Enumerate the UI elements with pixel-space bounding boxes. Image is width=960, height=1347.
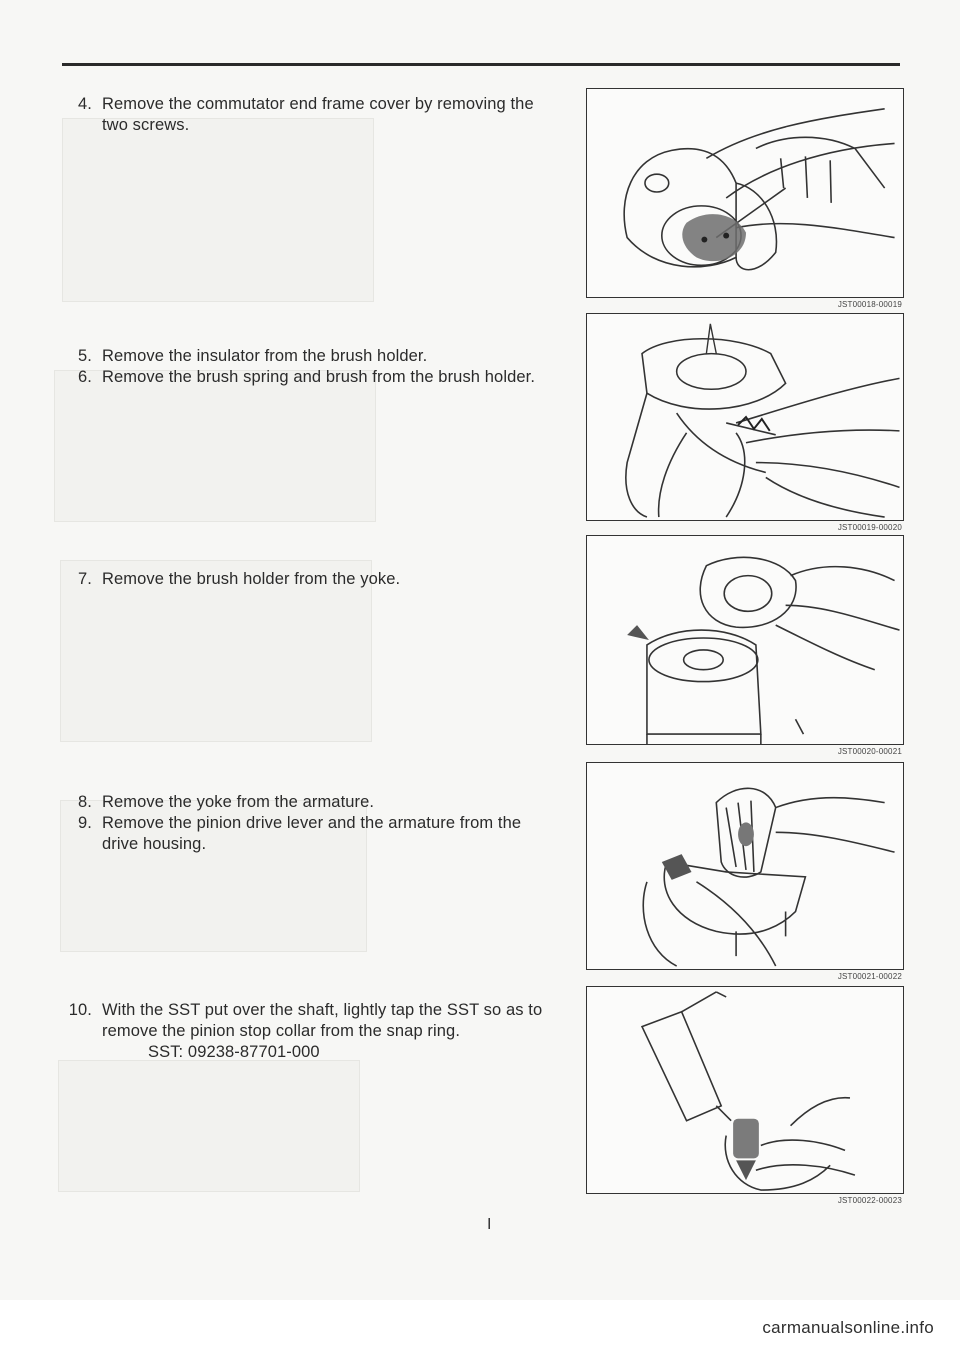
step-number: 4. xyxy=(78,95,92,113)
step-8-9-text xyxy=(60,792,521,855)
bleed-through-figure xyxy=(58,1060,360,1192)
step-line xyxy=(60,94,534,115)
sst-hammer-collar-illustration xyxy=(587,987,903,1193)
step-line xyxy=(60,115,534,136)
figure-3 xyxy=(586,535,904,745)
header-rule xyxy=(62,63,900,66)
step-line xyxy=(60,569,400,590)
step-number: 8. xyxy=(78,793,92,811)
step-7-text xyxy=(60,569,400,590)
step-number: 6. xyxy=(78,368,92,386)
step-instruction: Remove the brush spring and brush from the brush holder. xyxy=(102,368,536,386)
step-line xyxy=(60,346,535,367)
figure-code: JST00021-00022 xyxy=(837,972,902,981)
step-instruction: Remove the commutator end frame cover by removing the xyxy=(102,95,534,113)
step-4-text xyxy=(60,94,534,136)
step-5-6-text xyxy=(60,346,535,388)
figure-2 xyxy=(586,313,904,521)
brush-holder-spring-illustration xyxy=(587,314,903,520)
figure-4 xyxy=(586,762,904,970)
step-instruction: Remove the yoke from the armature. xyxy=(102,793,375,811)
step-instruction: Remove the pinion drive lever and the armature from the xyxy=(102,814,522,832)
step-instruction: two screws. xyxy=(102,116,190,134)
step-line xyxy=(60,1000,542,1021)
figure-code: JST00020-00021 xyxy=(837,747,902,756)
bleed-through-figure xyxy=(54,370,376,522)
page-number: I xyxy=(487,1216,492,1233)
figure-code: JST00018-00019 xyxy=(837,300,902,309)
step-number: 5. xyxy=(78,347,92,365)
step-instruction: Remove the insulator from the brush holder. xyxy=(102,347,428,365)
step-instruction: Remove the brush holder from the yoke. xyxy=(102,570,401,588)
sst-tool-number: SST: 09238-87701-000 xyxy=(148,1043,320,1061)
step-line xyxy=(60,1021,542,1042)
armature-drive-housing-illustration xyxy=(587,763,903,969)
step-line xyxy=(60,813,521,834)
end-frame-cover-illustration xyxy=(587,89,903,297)
watermark: carmanualsonline.info xyxy=(762,1318,934,1337)
step-instruction: remove the pinion stop collar from the snap ring. xyxy=(102,1022,460,1040)
brush-holder-yoke-illustration xyxy=(587,536,903,744)
step-number: 10. xyxy=(68,1001,92,1019)
figure-code: JST00019-00020 xyxy=(837,523,902,532)
step-line xyxy=(60,792,521,813)
figure-1 xyxy=(586,88,904,298)
step-10-text xyxy=(60,1000,542,1063)
step-instruction: With the SST put over the shaft, lightly tap the SST so as to xyxy=(102,1001,543,1019)
step-line xyxy=(60,367,535,388)
step-line xyxy=(60,834,521,855)
figure-5 xyxy=(586,986,904,1194)
figure-code: JST00022-00023 xyxy=(837,1196,902,1205)
step-instruction: drive housing. xyxy=(102,835,207,853)
bleed-through-figure xyxy=(62,118,374,302)
step-number: 7. xyxy=(78,570,92,588)
step-number: 9. xyxy=(78,814,92,832)
